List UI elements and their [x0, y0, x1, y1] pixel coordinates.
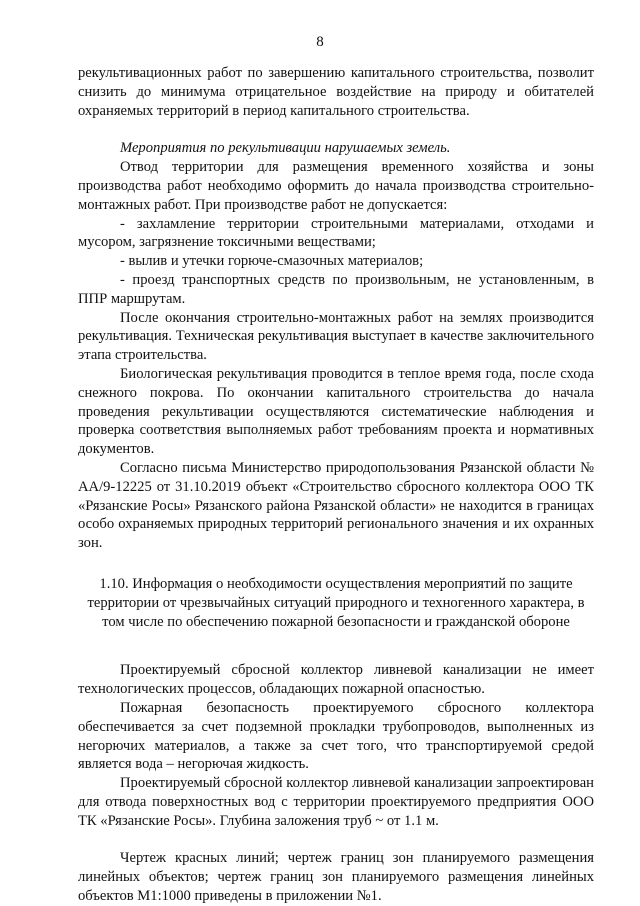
paragraph-fire-safety: Пожарная безопасность проектируемого сбросного коллектора обеспечивается за счет подземной прокладки трубопроводов, выполненных из негорючих материалов, а также за счет того, что транспортируемой средой является вода – негорючая жидкость. [78, 699, 594, 773]
subsection-title: Мероприятия по рекультивации нарушаемых земель. [120, 140, 451, 157]
intro-continuation: рекультивационных работ по завершению капитального строительства, позволит снизить до минимума отрицательное воздействие на природу и обитателей охраняемых территорий в период капитального строительства. [78, 65, 594, 119]
spacer [78, 830, 594, 849]
spacer [78, 631, 594, 661]
list-item-vehicle-routes: - проезд транспортных средств по произвольным, не установленным, в ППР маршрутам. [78, 271, 594, 307]
spacer [78, 120, 594, 139]
paragraph-drawings-reference: Чертеж красных линий; чертеж границ зон планируемого размещения линейных объектов; чертеж границ зон планируемого размещения линейных объектов М1:1000 приведены в приложении №1. [78, 850, 594, 905]
paragraph-site-allocation: Отвод территории для размещения временного хозяйства и зоны производства работ необходимо оформить до начала производства строительно-монтажных работ. При производстве работ не допускается: [78, 159, 594, 213]
paragraph-collector-design: Проектируемый сбросной коллектор ливневой канализации запроектирован для отвода поверхностных вод с территории проектируемого предприятия ООО ТК «Рязанские Росы». Глубина заложения труб ~ от 1.1 м. [78, 775, 594, 829]
paragraph-ministry-letter: Согласно письма Министерство природопользования Рязанской области № АА/9-12225 от 31.10.2019 объект «Строительство сбросного коллектора ООО ТК «Рязанские Росы» Рязанского района Рязанской области» не находится в границах особо охраняемых природных территорий регионального значения и их охранных зон. [78, 459, 594, 552]
paragraph-technical-recultivation: После окончания строительно-монтажных работ на землях производится рекультивация. Техническая рекультивация выступает в качестве заключительного этапа строительства. [78, 309, 594, 364]
page-number: 8 [316, 34, 324, 50]
list-item-littering: - захламление территории строительными материалами, отходами и мусором, загрязнение токсичными веществами; [78, 215, 594, 251]
section-heading: 1.10. Информация о необходимости осуществления мероприятий по защите территории от чрезвычайных ситуаций природного и техногенного характера, в том числе по обеспечению пожарной безопасности и гражданской обороне [87, 575, 585, 630]
page-body [78, 64, 594, 906]
paragraph-biological-recultivation: Биологическая рекультивация проводится в теплое время года, после схода снежного покрова. По окончании капитального строительства до начала проведения рекультивации осуществляются систематические наблюдения и проверка соответствия выполняемых работ требованиям проекта и нормативных документов. [78, 365, 594, 458]
list-item-fuel-spills: - вылив и утечки горюче-смазочных материалов; [120, 253, 424, 270]
paragraph-no-fire-hazard: Проектируемый сбросной коллектор ливневой канализации не имеет технологических процессов, обладающих пожарной опасностью. [78, 662, 594, 698]
